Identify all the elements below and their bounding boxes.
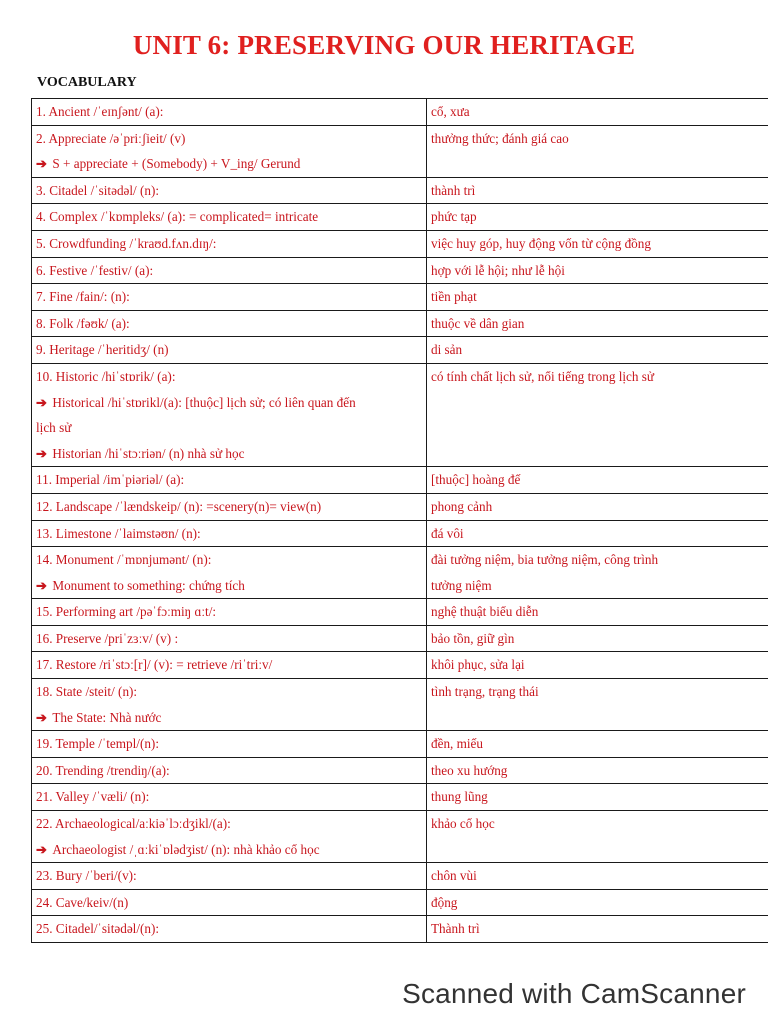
vocab-term — [36, 547, 422, 573]
vocab-term-text: 1. Ancient /ˈeɪnʃənt/ (a): — [36, 104, 164, 119]
vocab-term — [36, 337, 422, 363]
arrow-icon: ➔ — [36, 709, 51, 725]
vocab-meaning: hợp với lễ hội; như lễ hội — [431, 262, 565, 278]
vocab-term-text: 9. Heritage /ˈheritidʒ/ (n) — [36, 342, 169, 358]
vocabulary-table — [31, 98, 768, 943]
vocab-term — [36, 284, 422, 310]
vocab-term-text: lịch sử — [36, 420, 72, 436]
vocab-term-text: S + appreciate + (Somebody) + V_ing/ Gerund — [52, 156, 301, 172]
vocab-row — [32, 493, 768, 520]
vocab-meaning: theo xu hướng — [431, 762, 508, 778]
vocab-term-note — [36, 151, 422, 177]
vocab-meaning-cell — [427, 679, 768, 731]
vocab-row — [32, 310, 768, 337]
arrow-icon: ➔ — [36, 394, 51, 410]
vocab-meaning-cell — [427, 863, 768, 890]
vocab-term — [36, 599, 422, 625]
vocab-row — [32, 599, 768, 626]
arrow-icon: ➔ — [36, 577, 51, 593]
section-heading: VOCABULARY — [37, 75, 137, 90]
vocab-meaning-cell — [427, 811, 768, 863]
vocab-meaning: cổ, xưa — [431, 104, 470, 119]
vocab-term-cell — [32, 125, 427, 177]
vocab-row — [32, 757, 768, 784]
vocab-meaning-cell — [427, 547, 768, 599]
vocab-term-text: 4. Complex /ˈkɒmpleks/ (a): = complicated= intricate — [36, 209, 319, 225]
vocab-meaning-cell — [427, 889, 768, 916]
vocab-meaning: nghệ thuật biểu diễn — [431, 604, 539, 620]
vocab-row — [32, 547, 768, 599]
vocab-term-text: 16. Preserve /priˈzɜːv/ (v) : — [36, 630, 179, 646]
vocab-term-cell — [32, 493, 427, 520]
vocab-term-text: The State: Nhà nước — [52, 709, 162, 725]
vocab-row — [32, 99, 768, 126]
vocab-term-cell — [32, 467, 427, 494]
vocab-term — [36, 126, 422, 152]
vocab-meaning: chôn vùi — [431, 868, 477, 884]
vocab-term-cell — [32, 337, 427, 364]
vocab-meaning: khảo cổ học — [431, 816, 495, 832]
vocab-term-cell — [32, 284, 427, 311]
vocab-term-cell — [32, 177, 427, 204]
vocab-term-text: 25. Citadel/ˈsitədəl/(n): — [36, 921, 160, 937]
vocab-term-note — [36, 415, 422, 441]
vocab-term-note — [36, 573, 422, 599]
vocab-meaning-cell — [427, 204, 768, 231]
vocab-meaning-cell — [427, 757, 768, 784]
vocab-meaning: tiền phạt — [431, 289, 477, 305]
vocab-meaning: phong cảnh — [431, 498, 493, 514]
vocab-meaning-cell — [427, 599, 768, 626]
vocab-row — [32, 679, 768, 731]
vocab-meaning: thành trì — [431, 182, 476, 198]
vocab-term — [36, 652, 422, 678]
vocab-meaning-cell — [427, 731, 768, 758]
vocab-term — [36, 679, 422, 705]
vocab-term-cell — [32, 863, 427, 890]
vocab-term — [36, 731, 422, 757]
vocab-term — [36, 890, 422, 916]
vocab-row — [32, 811, 768, 863]
vocab-term-cell — [32, 652, 427, 679]
vocab-term — [36, 758, 422, 784]
vocab-row — [32, 916, 768, 943]
vocab-row — [32, 177, 768, 204]
vocab-term-cell — [32, 204, 427, 231]
vocab-meaning: thưởng thức; đánh giá cao — [431, 130, 569, 146]
vocab-meaning: thuộc về dân gian — [431, 315, 525, 331]
vocab-term — [36, 811, 422, 837]
vocab-term-cell — [32, 257, 427, 284]
vocab-term — [36, 258, 422, 284]
vocab-term-text: 5. Crowdfunding /ˈkraʊd.fʌn.dɪŋ/: — [36, 235, 217, 251]
vocab-term-text: 20. Trending /trendiŋ/(a): — [36, 762, 170, 778]
vocab-term-cell — [32, 599, 427, 626]
vocab-term-text: 21. Valley /ˈvæli/ (n): — [36, 789, 150, 805]
vocab-meaning-cell — [427, 99, 768, 126]
vocab-term-text: 24. Cave/keiv/(n) — [36, 894, 129, 910]
vocab-row — [32, 337, 768, 364]
vocab-term — [36, 916, 422, 942]
vocab-term-cell — [32, 731, 427, 758]
vocab-term — [36, 204, 422, 230]
vocab-meaning: động — [431, 894, 458, 910]
vocab-row — [32, 784, 768, 811]
vocab-term-text: 19. Temple /ˈtempl/(n): — [36, 736, 159, 752]
vocab-row — [32, 125, 768, 177]
vocab-term-text: Historical /hiˈstɒrikl/(a): [thuộc] lịch sử; có liên quan đến — [52, 394, 356, 410]
vocab-term-cell — [32, 547, 427, 599]
vocab-meaning-cell — [427, 784, 768, 811]
vocab-meaning: tình trạng, trạng thái — [431, 684, 539, 700]
vocab-term-cell — [32, 811, 427, 863]
vocab-term-text: 23. Bury /ˈberi/(v): — [36, 868, 137, 884]
vocab-term-cell — [32, 889, 427, 916]
vocab-term-cell — [32, 784, 427, 811]
vocab-meaning-cell — [427, 310, 768, 337]
vocab-row — [32, 230, 768, 257]
vocab-term-text: Monument to something: chứng tích — [52, 577, 245, 593]
vocab-row — [32, 652, 768, 679]
vocab-row — [32, 863, 768, 890]
vocab-term-cell — [32, 99, 427, 126]
vocab-term — [36, 99, 422, 125]
vocab-meaning: thung lũng — [431, 789, 488, 805]
vocab-term-text: 10. Historic /hiˈstɒrik/ (a): — [36, 368, 176, 384]
vocab-row — [32, 257, 768, 284]
vocab-row — [32, 520, 768, 547]
vocab-row — [32, 889, 768, 916]
vocab-meaning-cell — [427, 257, 768, 284]
vocab-term-cell — [32, 757, 427, 784]
vocab-meaning-cell — [427, 467, 768, 494]
vocabulary-table-body — [32, 99, 768, 943]
vocab-row — [32, 284, 768, 311]
vocab-meaning: có tính chất lịch sử, nổi tiếng trong lịch sử — [431, 368, 655, 384]
vocab-meaning: đền, miếu — [431, 736, 484, 752]
vocab-row — [32, 731, 768, 758]
vocab-term-text: 15. Performing art /pəˈfɔːmiŋ ɑːt/: — [36, 604, 217, 620]
vocab-term — [36, 311, 422, 337]
vocab-term-cell — [32, 625, 427, 652]
vocab-term-text: 3. Citadel /ˈsitədəl/ (n): — [36, 182, 160, 198]
arrow-icon: ➔ — [36, 156, 51, 172]
vocab-term — [36, 494, 422, 520]
vocab-meaning: di sản — [431, 342, 463, 358]
vocab-term — [36, 626, 422, 652]
vocab-meaning-cell — [427, 916, 768, 943]
vocab-term-cell — [32, 679, 427, 731]
vocab-term — [36, 521, 422, 547]
vocab-meaning-cell — [427, 284, 768, 311]
arrow-icon: ➔ — [36, 445, 51, 461]
vocab-meaning-cell — [427, 363, 768, 466]
arrow-icon: ➔ — [36, 841, 51, 857]
vocab-meaning-cell — [427, 652, 768, 679]
vocab-meaning-cell — [427, 125, 768, 177]
vocab-meaning-cell — [427, 493, 768, 520]
vocab-meaning: phức tạp — [431, 209, 477, 225]
vocab-meaning: bảo tồn, giữ gìn — [431, 630, 515, 646]
vocab-term — [36, 863, 422, 889]
vocab-meaning-cell — [427, 520, 768, 547]
vocab-term-text: Archaeologist /ˌɑːkiˈɒlədʒist/ (n): nhà khảo cổ học — [52, 841, 320, 857]
vocab-term — [36, 467, 422, 493]
vocab-meaning: [thuộc] hoàng đế — [431, 472, 521, 488]
vocab-term-text: 8. Folk /fəʊk/ (a): — [36, 315, 130, 331]
vocab-meaning: khôi phục, sửa lại — [431, 657, 525, 673]
vocab-term — [36, 364, 422, 390]
vocab-term-text: 22. Archaeological/aːkiəˈlɔːdʒikl/(a): — [36, 816, 231, 832]
vocab-term-cell — [32, 230, 427, 257]
vocab-term-text: 2. Appreciate /əˈpriːʃieit/ (v) — [36, 130, 186, 146]
vocab-term-cell — [32, 520, 427, 547]
vocab-meaning-cell — [427, 177, 768, 204]
vocab-term-text: 17. Restore /riˈstɔː[r]/ (v): = retrieve /riˈtriːv/ — [36, 657, 273, 673]
vocab-term-text: 7. Fine /fain/: (n): — [36, 289, 130, 305]
vocab-meaning: việc huy góp, huy động vốn từ cộng đồng — [431, 235, 651, 251]
vocab-row — [32, 625, 768, 652]
vocab-meaning: Thành trì — [431, 921, 480, 937]
vocab-term-cell — [32, 310, 427, 337]
vocab-term-text: 11. Imperial /imˈpiəriəl/ (a): — [36, 472, 185, 488]
page-title: UNIT 6: PRESERVING OUR HERITAGE — [132, 30, 636, 60]
vocab-term-text: 18. State /steit/ (n): — [36, 684, 138, 700]
vocab-term — [36, 784, 422, 810]
vocab-meaning-cell — [427, 337, 768, 364]
vocab-meaning-cell — [427, 230, 768, 257]
vocab-term-text: Historian /hiˈstɔːriən/ (n) nhà sử học — [52, 445, 245, 461]
vocab-term-text: 12. Landscape /ˈlændskeip/ (n): =scenery(n)= view(n) — [36, 498, 322, 514]
vocab-meaning: đá vôi — [431, 525, 464, 541]
vocab-term — [36, 178, 422, 204]
vocab-term-text: 14. Monument /ˈmɒnjumənt/ (n): — [36, 552, 212, 568]
vocab-meaning: tưởng niệm — [431, 577, 492, 593]
vocab-term-note — [36, 705, 422, 731]
vocab-term-text: 13. Limestone /ˈlaimstəʊn/ (n): — [36, 525, 201, 541]
vocab-meaning-cell — [427, 625, 768, 652]
vocab-meaning: đài tưởng niệm, bia tưởng niệm, công trình — [431, 552, 659, 568]
vocab-term-cell — [32, 916, 427, 943]
vocab-term-cell — [32, 363, 427, 466]
vocab-term — [36, 231, 422, 257]
vocab-term-text: 6. Festive /ˈfestiv/ (a): — [36, 262, 154, 278]
vocab-term-note — [36, 390, 422, 416]
vocab-term-note — [36, 441, 422, 467]
vocab-row — [32, 467, 768, 494]
vocab-term-note — [36, 837, 422, 863]
scanner-watermark: Scanned with CamScanner — [402, 978, 746, 1009]
vocab-row — [32, 204, 768, 231]
vocab-row — [32, 363, 768, 466]
